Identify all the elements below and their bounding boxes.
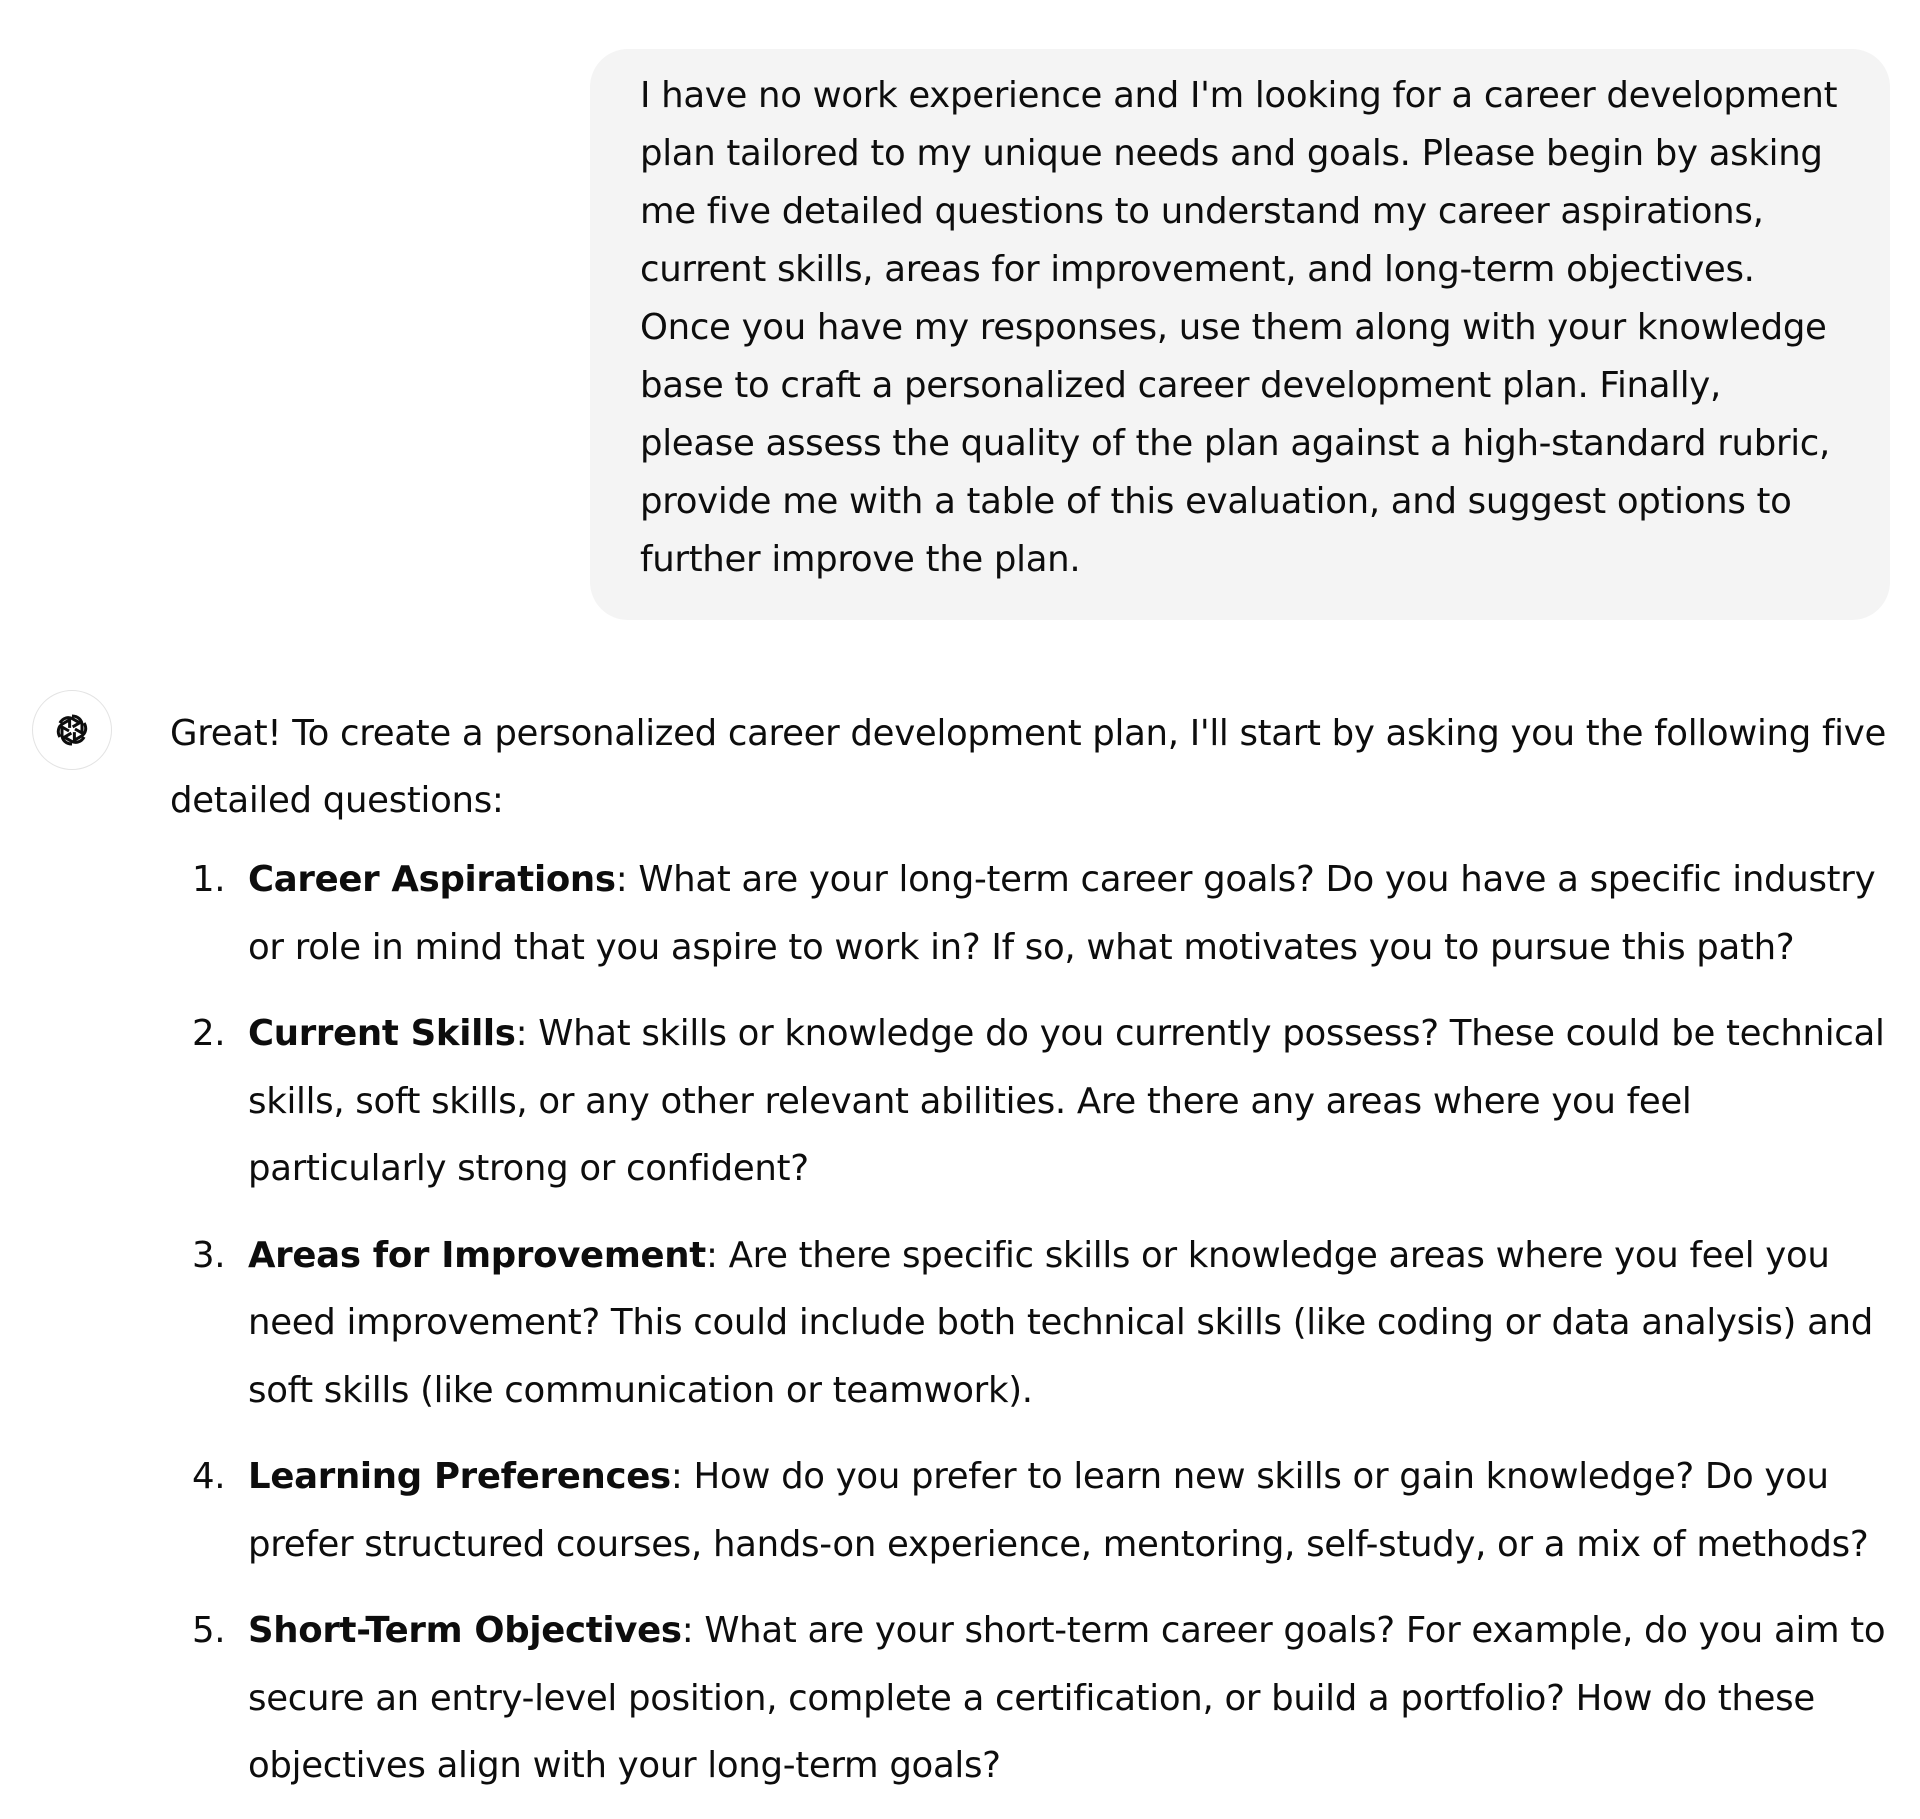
- assistant-message: [170, 700, 1890, 1819]
- question-list: [170, 846, 1890, 1800]
- assistant-avatar: [32, 690, 112, 770]
- list-item-body: : What are your long-term career goals? Do you have a specific industry or role in mind that you aspire to work in? If so, what motivates you to pursue this path?: [248, 859, 1876, 968]
- list-item-title: Current Skills: [248, 1013, 516, 1054]
- user-message-bubble: I have no work experience and I'm looking for a career development plan tailored to my unique needs and goals. Please begin by asking me five detailed questions to understand my career aspirations, current skills, areas for improvement, and long-term objectives. Once you have my responses, use them along with your knowledge base to craft a personalized career development plan. Finally, please assess the quality of the plan against a high-standard rubric, provide me with a table of this evaluation, and suggest options to further improve the plan.: [590, 49, 1890, 620]
- openai-logo-icon: [48, 706, 96, 754]
- list-item-title: Career Aspirations: [248, 859, 616, 900]
- list-item-number: 5.: [192, 1610, 226, 1651]
- list-item: [170, 1443, 1890, 1578]
- list-item-body: : How do you prefer to learn new skills or gain knowledge? Do you prefer structured courses, hands-on experience, mentoring, self-study, or a mix of methods?: [248, 1456, 1869, 1565]
- list-item: [170, 1597, 1890, 1800]
- list-item-number: 1.: [192, 859, 226, 900]
- list-item-body: : What skills or knowledge do you currently possess? These could be technical skills, soft skills, or any other relevant abilities. Are there any areas where you feel particularly strong or confident?: [248, 1013, 1885, 1189]
- list-item-number: 4.: [192, 1456, 226, 1497]
- list-item-number: 3.: [192, 1234, 226, 1276]
- user-message-row: [590, 49, 1890, 620]
- assistant-intro: Great! To create a personalized career development plan, I'll start by asking you the following five detailed questions:: [170, 713, 1886, 821]
- list-item: [170, 1000, 1890, 1203]
- list-item-title: Areas for Improvement: [248, 1234, 706, 1276]
- list-item-title: Short-Term Objectives: [248, 1610, 682, 1651]
- list-item: [170, 846, 1890, 981]
- list-item-body: : Are there specific skills or knowledge areas where you feel you need improvement? This could include both technical skills (like coding or data analysis) and soft skills (like communication or teamwork).: [248, 1234, 1873, 1411]
- list-item: [170, 1222, 1890, 1425]
- list-item-title: Learning Preferences: [248, 1456, 671, 1497]
- list-item-number: 2.: [192, 1013, 226, 1054]
- list-item-body: : What are your short-term career goals? For example, do you aim to secure an entry-level position, complete a certification, or build a portfolio? How do these objectives align with your long-term goals?: [248, 1610, 1886, 1786]
